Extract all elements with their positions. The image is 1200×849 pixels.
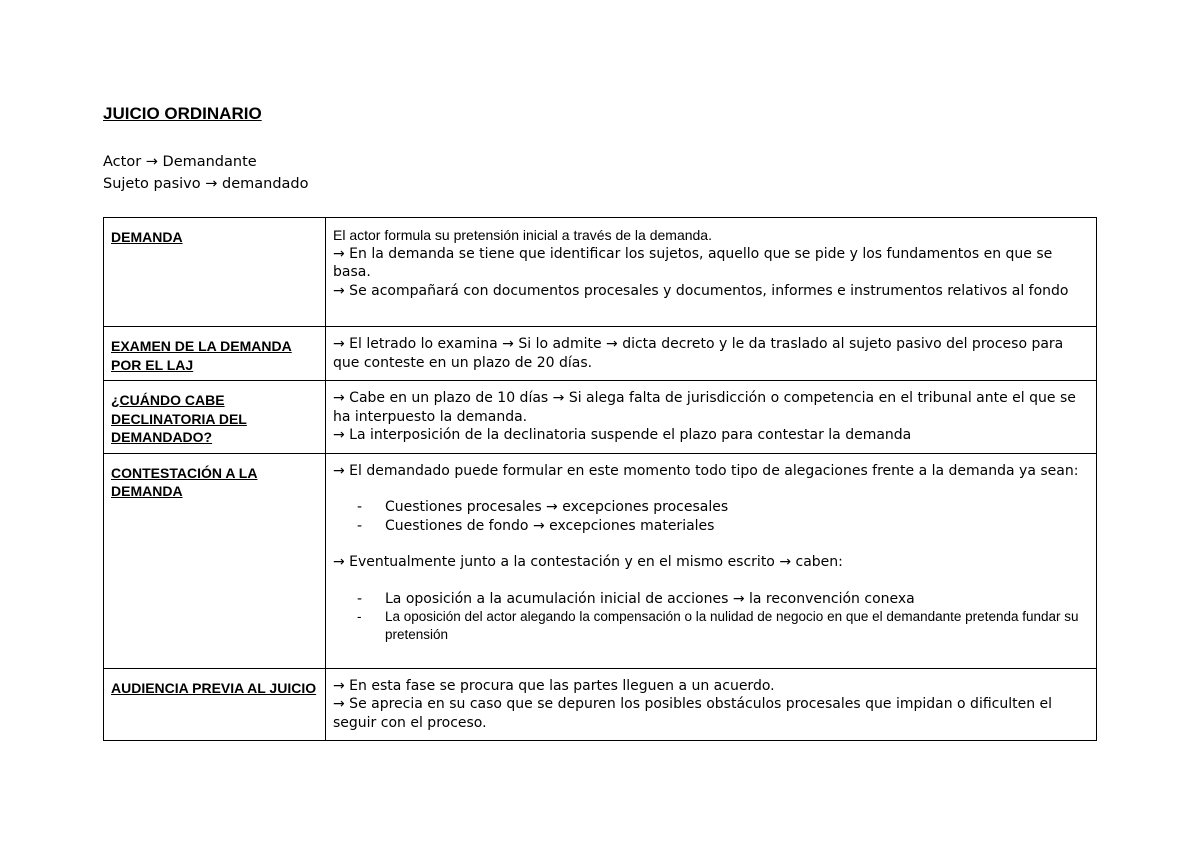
table-row-declinatoria (104, 381, 1097, 454)
procedure-table (103, 217, 1097, 741)
paragraph: → Se aprecia en su caso que se depuren los posibles obstáculos procesales que impidan o dificulten el seguir con el proceso. (333, 696, 1053, 731)
row-content-cell (326, 218, 1097, 327)
intro-line-actor: Actor → Demandante (103, 154, 257, 170)
row-label-cell (104, 381, 326, 454)
paragraph: El actor formula su pretensión inicial a través de la demanda. (333, 227, 712, 243)
paragraph: → Se acompañará con documentos procesales y documentos, informes e instrumentos relativos al fondo (333, 282, 1069, 299)
row-content-cell (326, 453, 1097, 668)
row-label: AUDIENCIA PREVIA AL JUICIO (111, 679, 317, 696)
list-item: - La oposición del actor alegando la compensación o la nulidad de negocio en que el demandante pretenda fundar su pretensión (357, 608, 1088, 643)
document-title: JUICIO ORDINARIO (103, 104, 262, 123)
dash-list (333, 498, 1088, 535)
table-row-contestacion (104, 453, 1097, 668)
paragraph: → El demandado puede formular en este momento todo tipo de alegaciones frente a la demanda ya sean: (333, 462, 1079, 479)
paragraph: → La interposición de la declinatoria suspende el plazo para contestar la demanda (333, 427, 912, 443)
paragraph: → El letrado lo examina → Si lo admite → dicta decreto y le da traslado al sujeto pasivo del proceso para que conteste en un plazo de 20 días. (333, 336, 1064, 371)
row-label: DEMANDA (111, 229, 183, 245)
list-item: - Cuestiones procesales → excepciones procesales (357, 498, 1088, 517)
row-label: ¿CUÁNDO CABE DECLINATORIA DEL DEMANDADO? (111, 392, 247, 445)
row-content-cell (326, 668, 1097, 740)
list-item: - La oposición a la acumulación inicial de acciones → la reconvención conexa (357, 590, 1088, 609)
row-label-cell (104, 327, 326, 381)
paragraph: → Eventualmente junto a la contestación y en el mismo escrito → caben: (333, 554, 843, 570)
table-row-audiencia (104, 668, 1097, 740)
intro-line-sujeto-pasivo: Sujeto pasivo → demandado (103, 176, 309, 192)
row-content-cell (326, 327, 1097, 381)
table-row-examen (104, 327, 1097, 381)
row-content-cell (326, 381, 1097, 454)
table-row-demanda (104, 218, 1097, 327)
row-label-cell (104, 218, 326, 327)
paragraph: → En la demanda se tiene que identificar los sujetos, aquello que se pide y los fundamentos en que se basa. (333, 245, 1053, 280)
paragraph: → En esta fase se procura que las partes lleguen a un acuerdo. (333, 677, 775, 694)
paragraph: → Cabe en un plazo de 10 días → Si alega falta de jurisdicción o competencia en el tribunal ante el que se ha interpuesto la demanda. (333, 390, 1076, 425)
intro-definitions (103, 151, 309, 195)
row-label: EXAMEN DE LA DEMANDA POR EL LAJ (111, 338, 292, 373)
list-item: - Cuestiones de fondo → excepciones materiales (357, 517, 1088, 536)
row-label-cell (104, 453, 326, 668)
row-label: CONTESTACIÓN A LA DEMANDA (111, 464, 258, 499)
dash-list (333, 590, 1088, 644)
row-label-cell (104, 668, 326, 740)
